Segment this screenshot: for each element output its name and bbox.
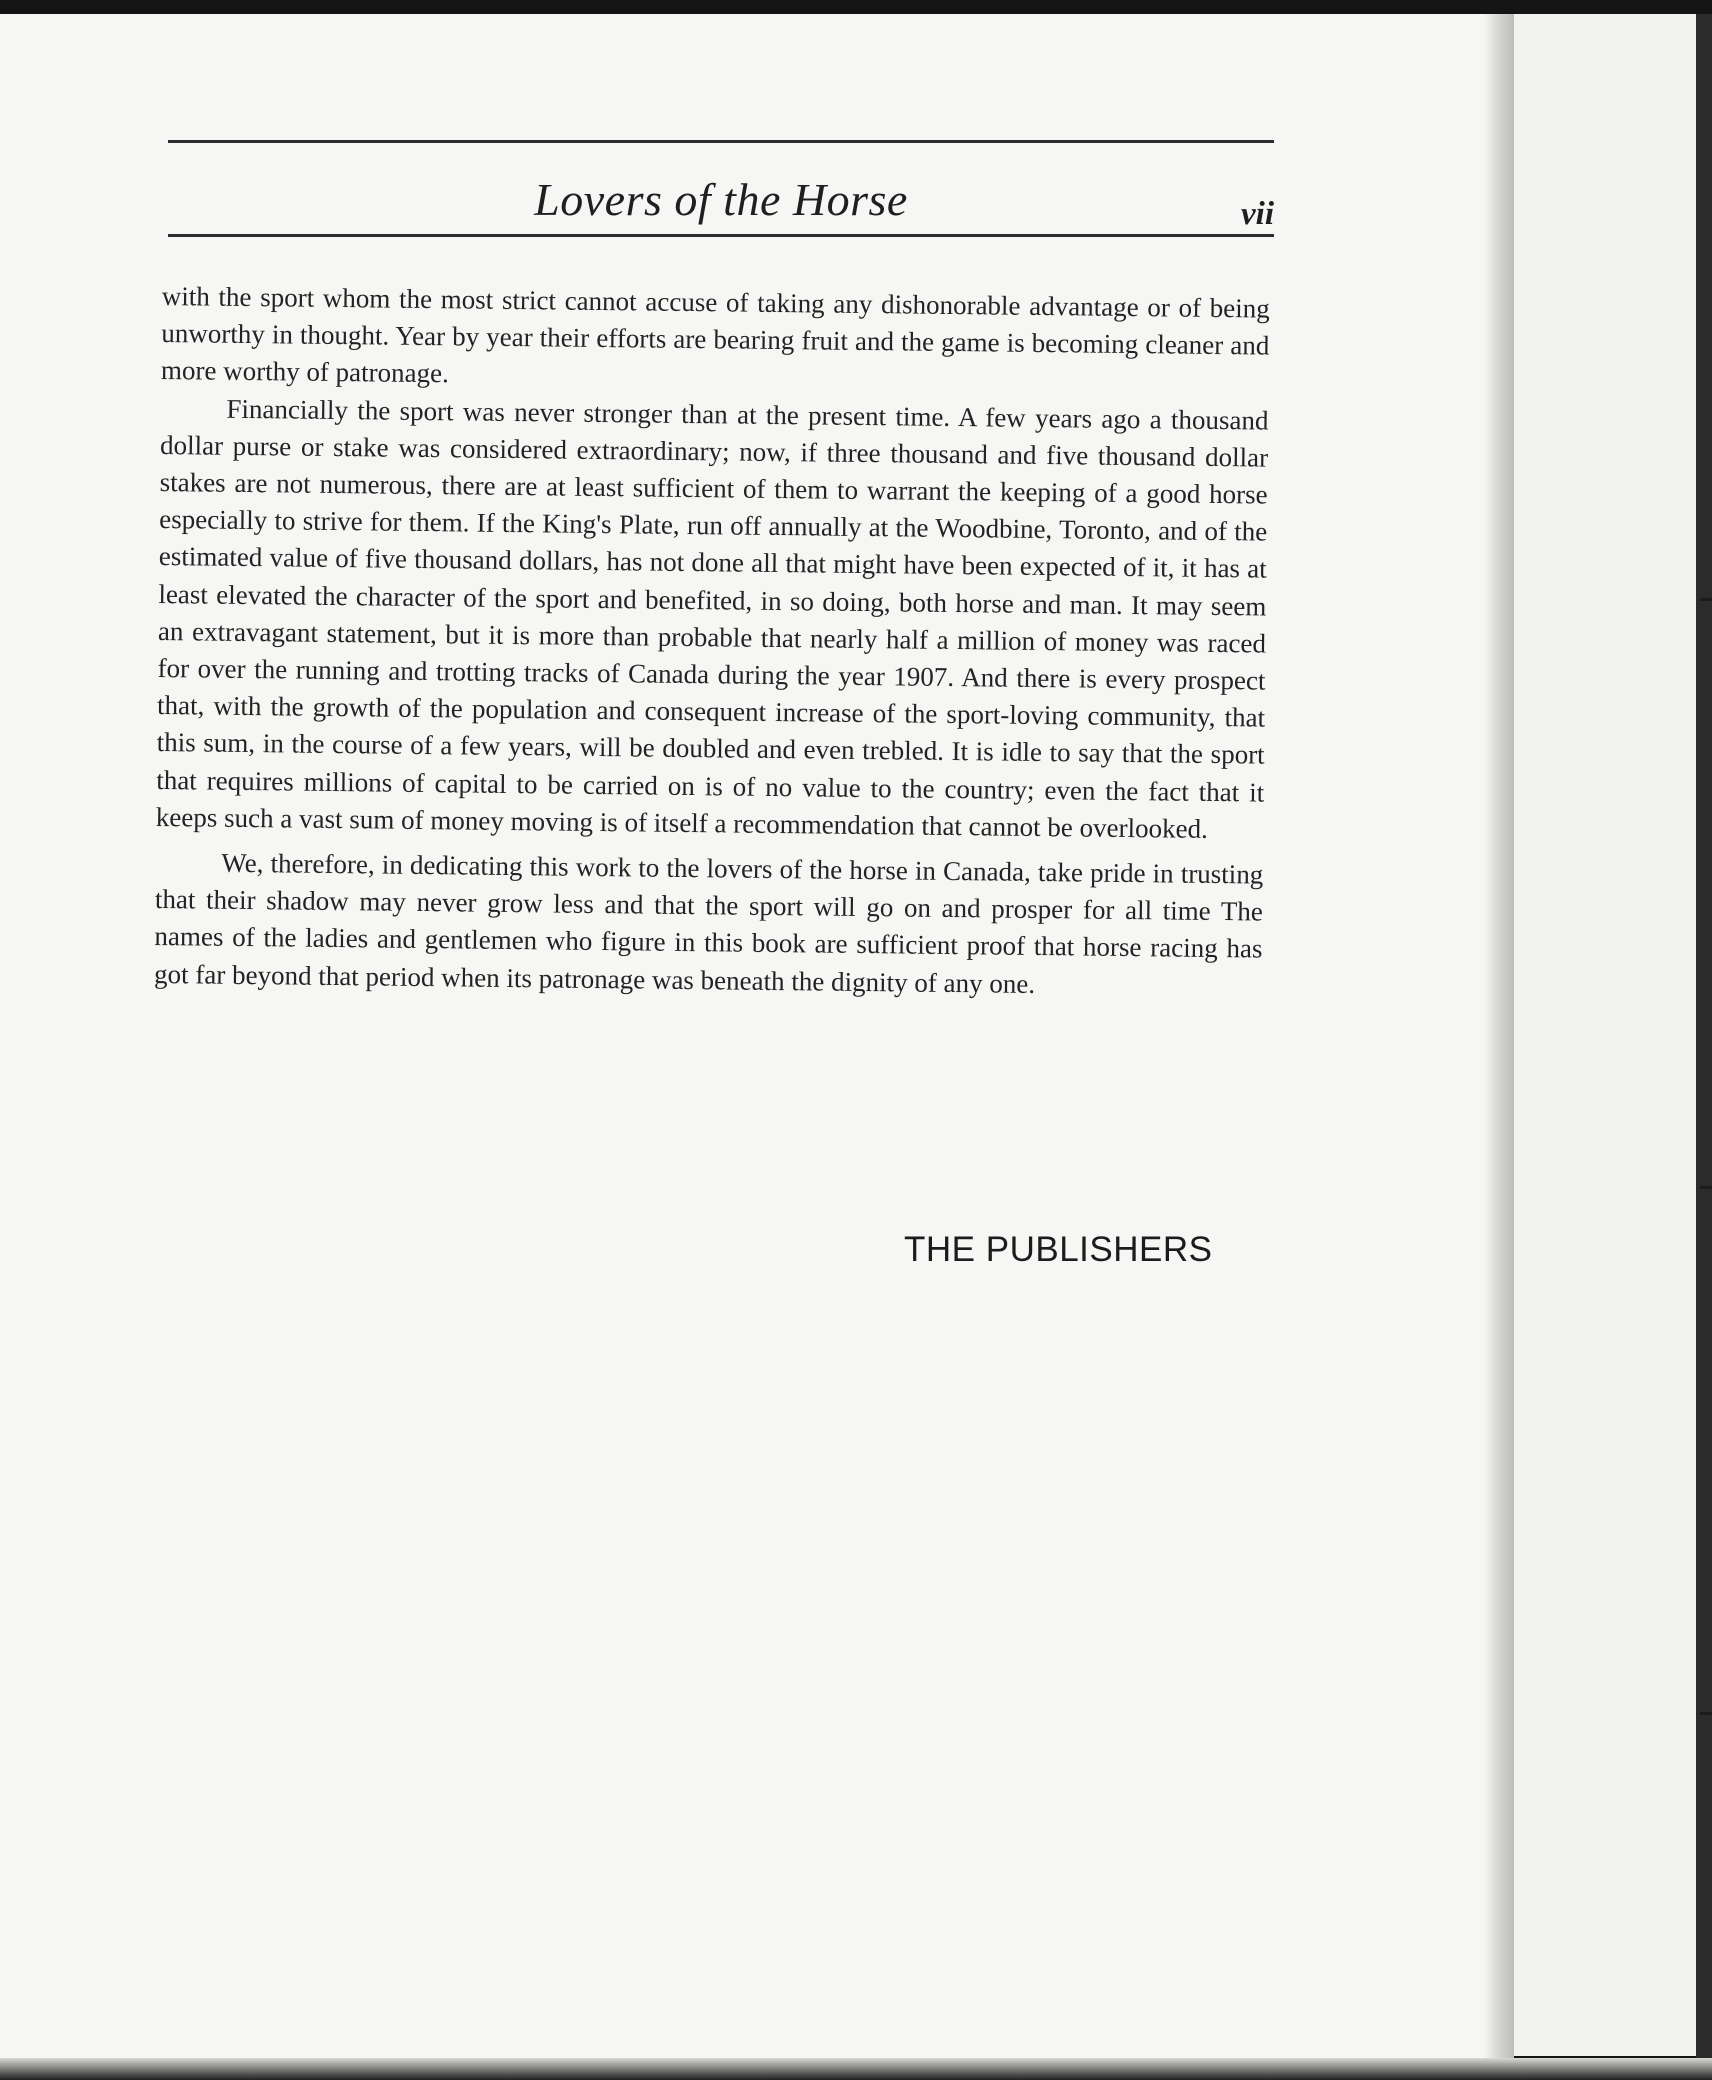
running-header — [168, 136, 1274, 256]
scan-border-bottom — [0, 2058, 1712, 2080]
page-fold-shadow — [1484, 14, 1514, 2070]
scan-mark — [1700, 598, 1712, 601]
paragraph: Financially the sport was never stronger than at the present time. A few years ago a thousand dollar purse or stake was considered extraordinary; now, if three thousand and five thousand dollar stakes are not numerous, there are at least sufficient of them to warrant the keeping of a good horse especially to strive for them. If the King's Plate, run off annually at the Woodbine, Toronto, and of the estimated value of five thousand dollars, has not done all that might have been expected of it, it has at least elevated the character of the sport and benefited, in so doing, both horse and man. It may seem an extravagant statement, but it is more than probable that nearly half a million of money was raced for over the running and trotting tracks of Canada during the year 1907. And there is every prospect that, with the growth of the population and consequent increase of the sport-loving community, that this sum, in the course of a few years, will be doubled and even trebled. It is idle to say that the sport that requires millions of capital to be carried on is of no value to the country; even the fact that it keeps such a vast sum of money moving is of itself a recommendation that cannot be overlooked. — [155, 393, 1269, 844]
paragraph: We, therefore, in dedicating this work to the lovers of the horse in Canada, take pride in trusting that their shadow may never grow less and that the sport will go on and prosper for all time The names of the ladies and gentlemen who figure in this book are sufficient proof that horse racing has got far beyond that period when its patronage was beneath the dignity of any one. — [153, 847, 1264, 999]
publisher-signature: THE PUBLISHERS — [904, 1230, 1213, 1269]
scan-mark — [1700, 1186, 1712, 1189]
body-text — [154, 278, 1270, 1005]
running-title: Lovers of the Horse — [534, 174, 908, 225]
page-number: vii — [1241, 196, 1274, 232]
header-bottom-rule — [168, 234, 1274, 237]
adjacent-page-edge — [1514, 14, 1696, 2056]
paragraph: with the sport whom the most strict cannot accuse of taking any dishonorable advantage or of being unworthy in thought. Year by year their efforts are bearing fruit and the game is becoming cleaner and more worthy of patronage. — [160, 280, 1270, 389]
header-top-rule — [168, 140, 1274, 143]
scan-border-right — [1696, 14, 1712, 2080]
scan-mark — [1700, 1712, 1712, 1715]
